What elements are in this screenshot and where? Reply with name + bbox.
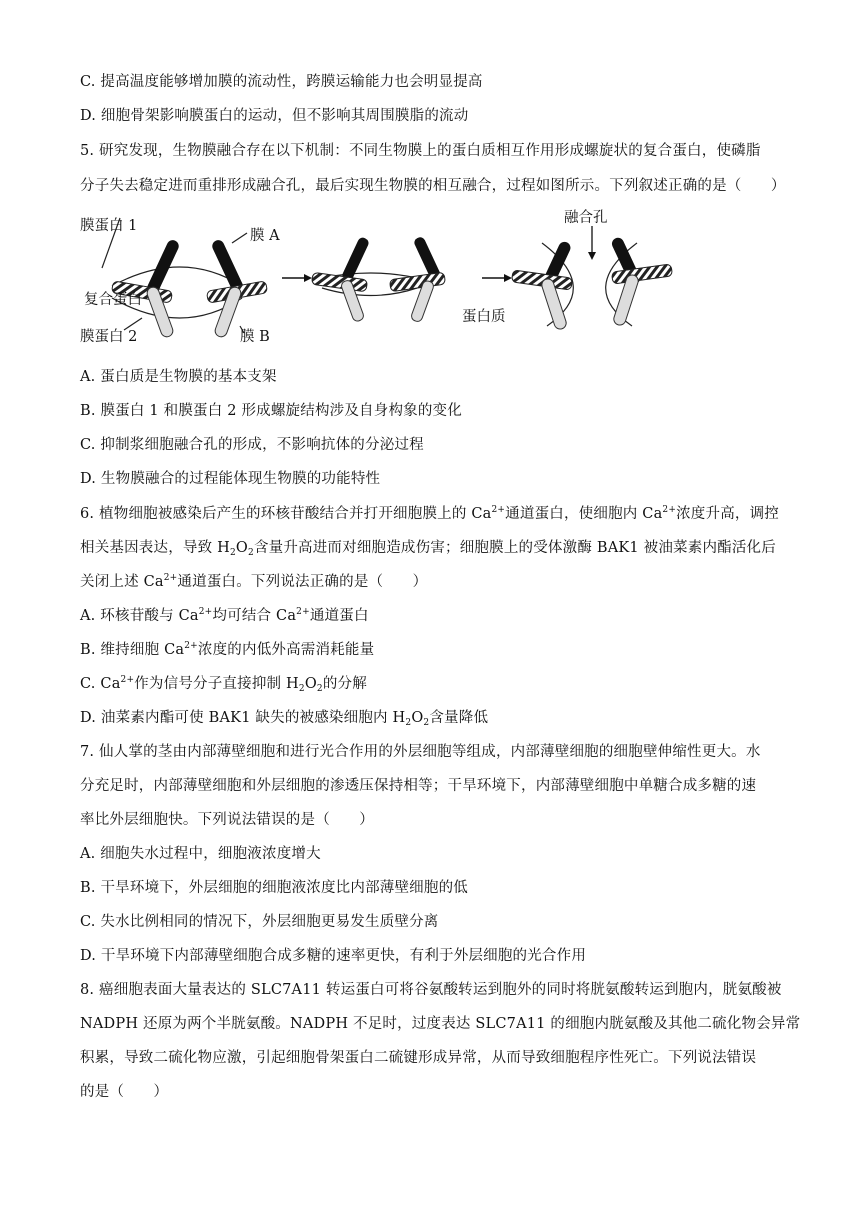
label-complex-protein: 复合蛋白 <box>84 292 142 308</box>
arrow-2 <box>482 274 512 282</box>
question-7-option-b: B. 干旱环境下，外层细胞的细胞液浓度比内部薄壁细胞的低 <box>80 880 468 896</box>
membrane-fusion-diagram <box>72 208 712 358</box>
question-5-stem-line1: 5. 研究发现，生物膜融合存在以下机制：不同生物膜上的蛋白质相互作用形成螺旋状的复合蛋白，使磷脂 <box>80 143 761 159</box>
label-membrane-protein-1: 膜蛋白 1 <box>80 218 138 234</box>
question-8-stem-line1: 8. 癌细胞表面大量表达的 SLC7A11 转运蛋白可将谷氨酸转运到胞外的同时将胱氨酸转运到胞内，胱氨酸被 <box>80 982 782 998</box>
question-6-stem-line1: 6. 植物细胞被感染后产生的环核苷酸结合并打开细胞膜上的 $Ca^{2+}$通道蛋白，使细胞内 $Ca^{2+}$浓度升高，调控 <box>80 505 779 522</box>
arrow-1 <box>282 274 312 282</box>
question-8-stem-line3: 积累，导致二硫化物应激，引起细胞骨架蛋白二硫键形成异常，从而导致细胞程序性死亡。下列说法错误 <box>80 1050 757 1066</box>
stage-2 <box>311 236 445 323</box>
question-6-stem-line3: 关闭上述 $Ca^{2+}$通道蛋白。下列说法正确的是（ ） <box>80 573 428 590</box>
label-fusion-pore: 融合孔 <box>564 210 608 226</box>
question-6-option-b: B. 维持细胞 $Ca^{2+}$浓度的内低外高需消耗能量 <box>80 641 375 658</box>
label-membrane-b: 膜 B <box>240 329 270 345</box>
option-c: C. 提高温度能够增加膜的流动性，跨膜运输能力也会明显提高 <box>80 74 483 90</box>
label-membrane-a: 膜 A <box>250 228 280 244</box>
question-5-option-d: D. 生物膜融合的过程能体现生物膜的功能特性 <box>80 471 381 487</box>
question-6-option-d: D. 油菜素内酯可使 BAK1 缺失的被感染细胞内 $H_2O_2$含量降低 <box>80 710 489 728</box>
question-7-stem-line1: 7. 仙人掌的茎由内部薄壁细胞和进行光合作用的外层细胞等组成，内部薄壁细胞的细胞壁伸缩性更大。水 <box>80 744 761 760</box>
question-8-stem-line4: 的是（ ） <box>80 1084 169 1100</box>
question-7-option-c: C. 失水比例相同的情况下，外层细胞更易发生质壁分离 <box>80 914 439 930</box>
question-6-stem-line2: 相关基因表达，导致 $H_2O_2$含量升高进而对细胞造成伤害；细胞膜上的受体激酶 BAK1 被油菜素内酯活化后 <box>80 540 776 558</box>
question-6-option-c: C. $Ca^{2+}$作为信号分子直接抑制 $H_2O_2$的分解 <box>80 675 367 694</box>
label-protein: 蛋白质 <box>462 309 506 325</box>
question-7-option-a: A. 细胞失水过程中，细胞液浓度增大 <box>80 846 321 862</box>
question-7-stem-line3: 率比外层细胞快。下列说法错误的是（ ） <box>80 812 374 828</box>
question-5-option-a: A. 蛋白质是生物膜的基本支架 <box>80 369 277 385</box>
question-7-stem-line2: 分充足时，内部薄壁细胞和外层细胞的渗透压保持相等；干旱环境下，内部薄壁细胞中单糖合成多糖的速 <box>80 778 757 794</box>
question-5-option-c: C. 抑制浆细胞融合孔的形成，不影响抗体的分泌过程 <box>80 437 424 453</box>
question-7-option-d: D. 干旱环境下内部薄壁细胞合成多糖的速率更快，有利于外层细胞的光合作用 <box>80 948 587 964</box>
question-5-option-b: B. 膜蛋白 1 和膜蛋白 2 形成螺旋结构涉及自身构象的变化 <box>80 403 462 419</box>
question-6-option-a: A. 环核苷酸与 $Ca^{2+}$均可结合 $Ca^{2+}$通道蛋白 <box>80 607 369 624</box>
question-8-stem-line2: NADPH 还原为两个半胱氨酸。NADPH 不足时，过度表达 SLC7A11 的细胞内胱氨酸及其他二硫化物会异常 <box>80 1016 801 1032</box>
question-5-stem-line2: 分子失去稳定进而重排形成融合孔，最后实现生物膜的相互融合，过程如图所示。下列叙述正确的是（ ） <box>80 178 786 194</box>
stage-1 <box>102 218 268 338</box>
stage-3 <box>511 226 672 331</box>
option-d: D. 细胞骨架影响膜蛋白的运动，但不影响其周围膜脂的流动 <box>80 108 469 124</box>
label-membrane-protein-2: 膜蛋白 2 <box>80 329 138 345</box>
